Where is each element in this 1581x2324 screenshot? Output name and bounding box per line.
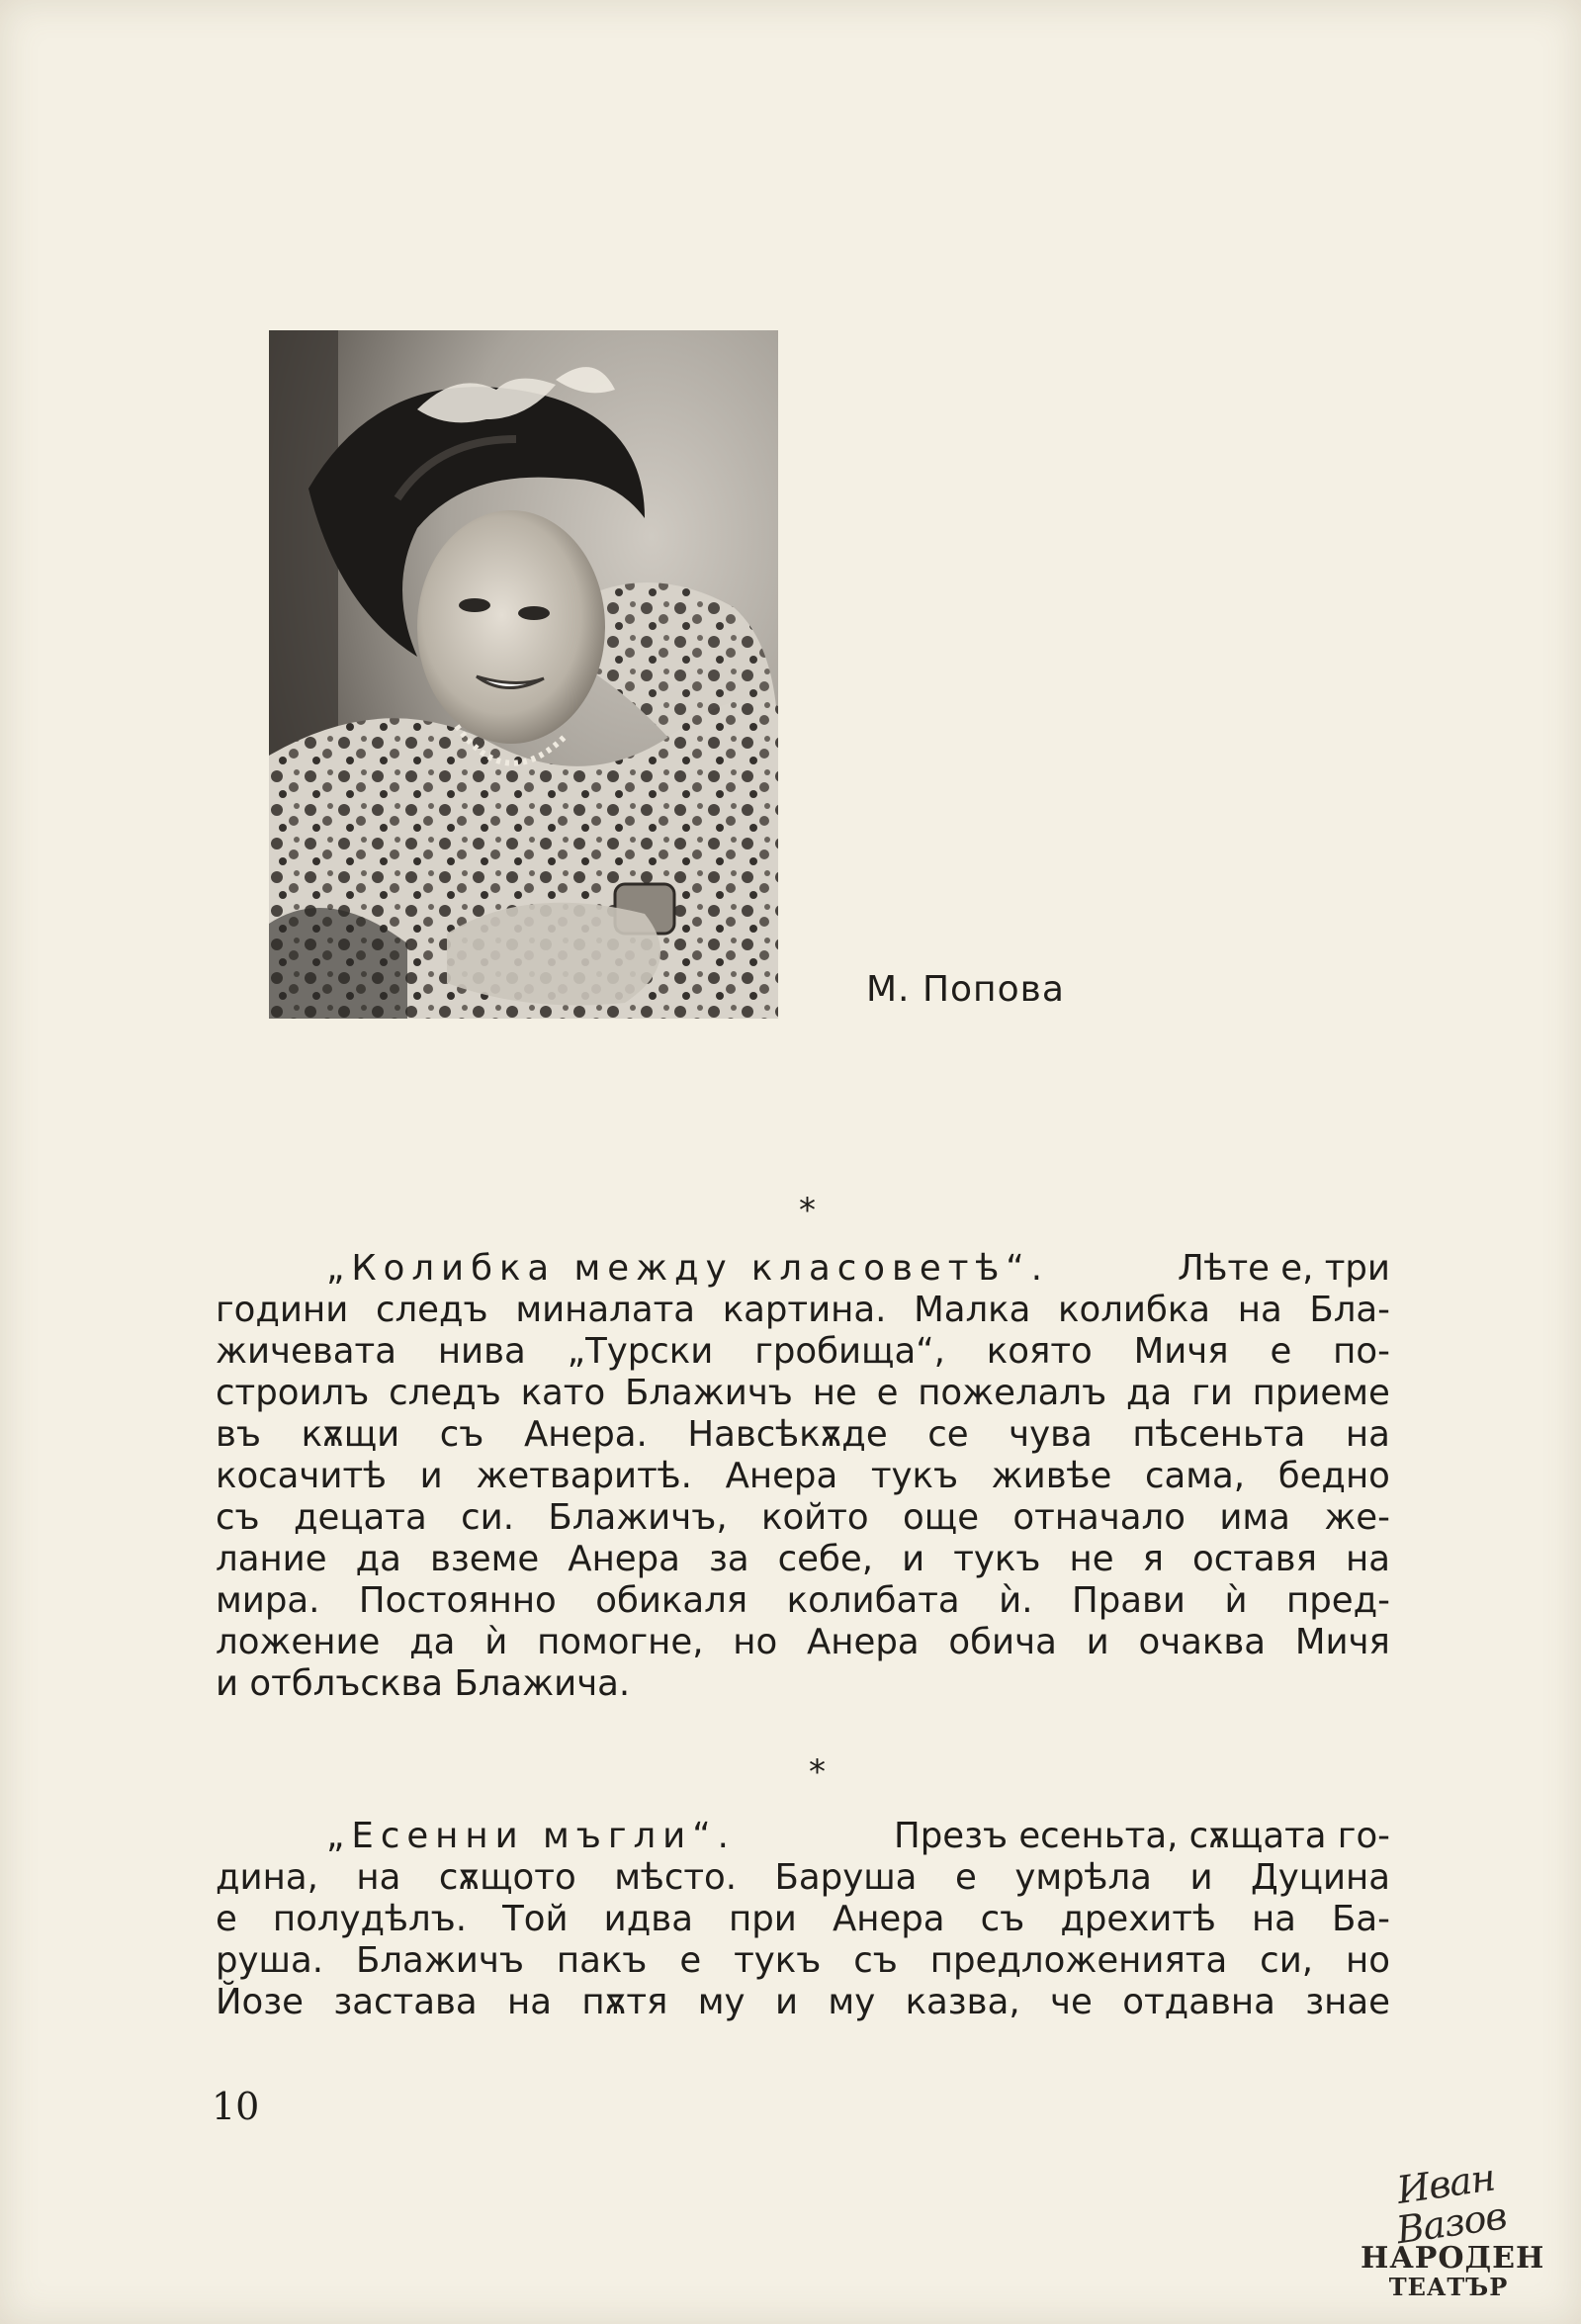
word: колибата [786,1580,960,1621]
word: съ [980,1899,1025,1939]
word: му [828,1982,876,2022]
word: Блажичъ [624,1373,793,1413]
text-line: и отблъсква Блажича. [216,1663,631,1704]
word: е [876,1373,899,1413]
word: да [409,1622,456,1662]
word: Анера [725,1456,838,1496]
word: пред- [1286,1580,1390,1621]
word: и [1189,1857,1213,1898]
word: не [812,1373,857,1413]
text-line [216,1816,1390,1857]
word: Блажичъ [356,1940,524,1981]
stamp-line-2: ТЕАТЪР [1388,2273,1509,2301]
word: на [1345,1414,1390,1455]
word: Анера [832,1899,945,1939]
word: съ [216,1497,260,1538]
word: дрехитѣ [1060,1899,1216,1939]
word: Мичя [1133,1331,1229,1372]
word: бедно [1277,1456,1390,1496]
word: е [679,1940,702,1981]
word: и [419,1456,443,1496]
word: строилъ [216,1373,370,1413]
word: съ [439,1414,484,1455]
word: обикаля [595,1580,748,1621]
text-line [216,1414,1390,1456]
word: ѝ [484,1622,508,1662]
word: картина. [722,1290,887,1330]
synopsis-section-2 [216,1816,1390,2023]
word: съ [853,1940,898,1981]
word: има [1219,1497,1290,1538]
text-line [216,1899,1390,1940]
word: въ [216,1414,262,1455]
word: тукъ [953,1539,1041,1579]
text-line [216,1456,1390,1497]
word: е [216,1899,237,1939]
word: но [1345,1940,1390,1981]
word: же- [1324,1497,1390,1538]
text-line [216,1373,1390,1414]
text-line [216,1940,1390,1982]
word: се [927,1414,969,1455]
word: жетваритѣ. [476,1456,692,1496]
word: тукъ [734,1940,822,1981]
word: косачитѣ [216,1456,388,1496]
word: Бла- [1309,1290,1390,1330]
word: жичевата [216,1331,396,1372]
word: да [1125,1373,1173,1413]
line-wrapper [326,1816,1390,1857]
word: мѣсто. [614,1857,738,1898]
word: за [708,1539,749,1579]
word: която [986,1331,1093,1372]
word: Йозе [216,1982,304,2022]
word: Анера [807,1622,920,1662]
word: следъ [375,1290,488,1330]
stamp-line-1: НАРОДЕН [1361,2241,1545,2276]
word: по- [1333,1331,1390,1372]
word: години [216,1290,349,1330]
word: чува [1009,1414,1093,1455]
scene-title: „Есенни мъгли“. [326,1816,736,1856]
word: миналата [515,1290,696,1330]
section-separator-2: * [809,1752,826,1792]
word: на [356,1857,401,1898]
word: Малка [914,1290,1031,1330]
word: Той [502,1899,569,1939]
text-line [216,1982,1390,2023]
page-number: 10 [212,2085,260,2128]
word: вземе [429,1539,540,1579]
text-line [216,1290,1390,1331]
word: си, [1260,1940,1314,1981]
word: Дуцина [1251,1857,1390,1898]
word: е [954,1857,977,1898]
word: на [1251,1899,1296,1939]
word: нива [437,1331,526,1372]
word: отдавна [1122,1982,1275,2022]
word: пожелалъ [918,1373,1107,1413]
word: ѝ [1224,1580,1248,1621]
word: като [520,1373,606,1413]
word: руша. [216,1940,324,1981]
word: Блажичъ, [548,1497,728,1538]
word: сама, [1144,1456,1246,1496]
section-separator-1: * [799,1191,816,1230]
word: пакъ [556,1940,648,1981]
word: „Турски [567,1331,714,1372]
word: казва, [905,1982,1020,2022]
photo-caption: М. Попова [866,969,1065,1010]
word: ложение [216,1622,381,1662]
word: дина, [216,1857,318,1898]
word: и [1086,1622,1109,1662]
library-stamp [1361,2155,1545,2302]
word: е [1270,1331,1292,1372]
word: още [903,1497,980,1538]
text-line-segment: Лѣте е, три [1177,1248,1390,1289]
word: обича [948,1622,1057,1662]
portrait-photo [269,330,778,1019]
word: следъ [389,1373,501,1413]
word: си. [461,1497,515,1538]
text-line [216,1497,1390,1539]
word: лание [216,1539,327,1579]
word: ги [1191,1373,1233,1413]
word: очаква [1138,1622,1267,1662]
word: при [729,1899,797,1939]
text-line [216,1248,1390,1290]
word: сѫщото [438,1857,576,1898]
word: колибка [1058,1290,1211,1330]
word: на [1237,1290,1282,1330]
text-line [216,1539,1390,1580]
word: Навсѣкѫде [687,1414,888,1455]
word: да [355,1539,401,1579]
word: че [1050,1982,1093,2022]
word: я [1142,1539,1164,1579]
word: но [733,1622,778,1662]
text-line [216,1331,1390,1373]
text-line-segment: Презъ есеньта, сѫщата го- [894,1816,1390,1856]
word: ѝ. [999,1580,1033,1621]
word: отначало [1012,1497,1186,1538]
word: оставя [1192,1539,1317,1579]
line-wrapper [326,1248,1390,1290]
word: пѣсеньта [1132,1414,1306,1455]
word: Мичя [1294,1622,1390,1662]
word: гробища“, [754,1331,945,1372]
word: кѫщи [301,1414,400,1455]
text-line [216,1580,1390,1622]
word: Ба- [1331,1899,1390,1939]
word: мира. [216,1580,320,1621]
word: Постоянно [358,1580,557,1621]
word: Анера [568,1539,680,1579]
word: Прави [1072,1580,1186,1621]
word: себе, [777,1539,874,1579]
word: знае [1305,1982,1390,2022]
word: и [774,1982,799,2022]
word: предложенията [929,1940,1228,1981]
word: децата [294,1497,427,1538]
stamp-signature: Иван Вазов [1393,2155,1509,2253]
word: приеме [1252,1373,1390,1413]
word: застава [333,1982,478,2022]
text-line [216,1857,1390,1899]
word: помогне, [537,1622,704,1662]
word: Баруша [774,1857,918,1898]
synopsis-section-1 [216,1248,1390,1705]
word: не [1069,1539,1114,1579]
scene-title: „Колибка между класоветѣ“. [326,1248,1049,1289]
word: му [697,1982,746,2022]
word: на [507,1982,553,2022]
word: живѣе [991,1456,1112,1496]
word: полудѣлъ. [272,1899,468,1939]
word: умрѣла [1014,1857,1152,1898]
word: и [902,1539,925,1579]
word: пѫтя [581,1982,668,2022]
word: който [761,1497,869,1538]
portrait-image [269,330,778,1019]
word: тукъ [870,1456,959,1496]
word: на [1346,1539,1390,1579]
word: Анера. [523,1414,648,1455]
word: идва [603,1899,693,1939]
text-line [216,1622,1390,1663]
